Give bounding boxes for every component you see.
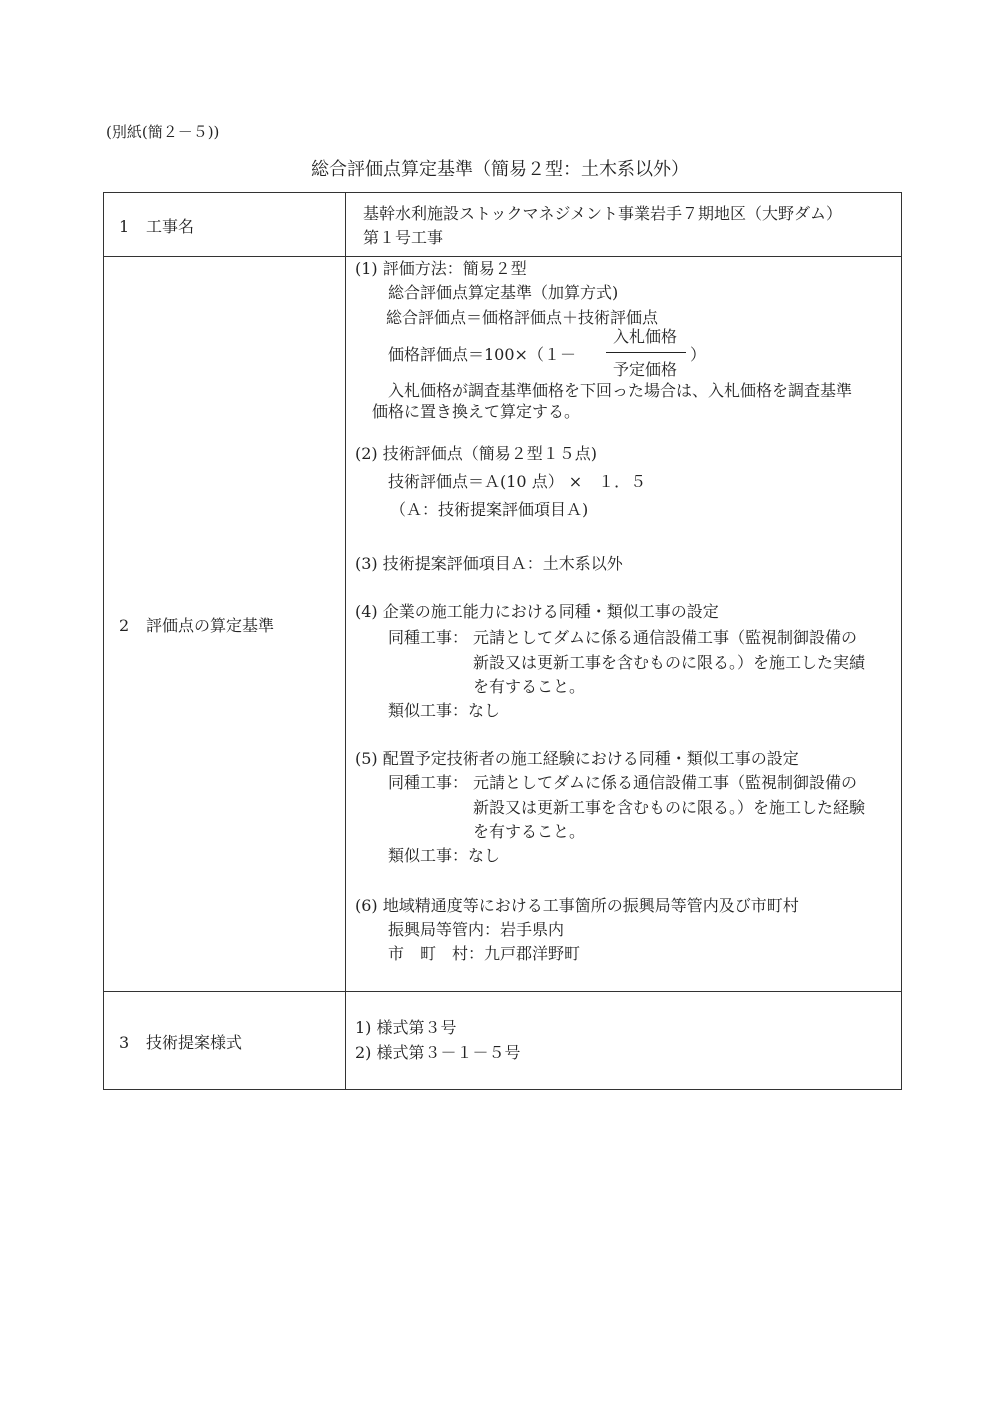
section-6-heading: (6) 地域精通度等における工事箇所の振興局等管内及び市町村 xyxy=(355,896,799,915)
proposal-format-1: 1) 様式第３号 xyxy=(355,1018,457,1037)
section-2-formula: 技術評価点＝Ａ(10 点） × １．５ xyxy=(388,472,647,491)
section-5-same-line-1: 元請としてダムに係る通信設備工事（監視制御設備の xyxy=(473,773,858,792)
section-1-line-1: 総合評価点算定基準（加算方式) xyxy=(388,283,619,302)
section-5-same-line-2: 新設又は更新工事を含むものに限る。）を施工した経験 xyxy=(473,798,866,817)
row-label-proposal-format xyxy=(119,1030,242,1053)
row-label-text: 評価点の算定基準 xyxy=(146,616,275,635)
row-label-text: 工事名 xyxy=(146,217,195,236)
section-4-similar: 類似工事：なし xyxy=(388,701,501,720)
section-3-heading: (3) 技術提案評価項目Ａ：土木系以外 xyxy=(355,554,623,573)
section-4-same-label: 同種工事： xyxy=(388,628,469,647)
section-2-note: （Ａ：技術提案評価項目Ａ) xyxy=(390,500,589,519)
price-formula-suffix: ） xyxy=(690,345,707,364)
section-5-same-label: 同種工事： xyxy=(388,773,469,792)
fraction-bar xyxy=(606,352,686,353)
project-name-line-1: 基幹水利施設ストックマネジメント事業岩手７期地区（大野ダム） xyxy=(363,204,843,223)
section-4-heading: (4) 企業の施工能力における同種・類似工事の設定 xyxy=(355,602,719,621)
row-number: 1 xyxy=(119,217,130,236)
section-5-similar: 類似工事：なし xyxy=(388,846,501,865)
section-1-note-2: 価格に置き換えて算定する。 xyxy=(372,402,581,421)
row-number: 3 xyxy=(119,1033,130,1052)
section-1-heading: (1) 評価方法：簡易２型 xyxy=(355,259,527,278)
section-4-same-line-3: を有すること。 xyxy=(473,677,586,696)
section-2-heading: (2) 技術評価点（簡易２型１５点) xyxy=(355,444,597,463)
section-5-same-line-3: を有すること。 xyxy=(473,822,586,841)
table-border-right xyxy=(901,192,902,1090)
row-number: 2 xyxy=(119,616,130,635)
row-divider-2 xyxy=(103,991,902,992)
document-title: 総合評価点算定基準（簡易２型：土木系以外） xyxy=(311,159,689,180)
table-border-left xyxy=(103,192,104,1090)
row-label-project-name xyxy=(119,214,194,237)
proposal-format-2: 2) 様式第３－１－５号 xyxy=(355,1043,521,1062)
table-border-top xyxy=(103,192,902,193)
table-border-bottom xyxy=(103,1089,902,1090)
attachment-label: (別紙(簡２－５)) xyxy=(106,123,220,141)
section-1-note-1: 入札価格が調査基準価格を下回った場合は、入札価格を調査基準 xyxy=(388,381,853,400)
row-label-scoring-criteria xyxy=(119,613,274,636)
section-6-line-2: 市 町 村：九戸郡洋野町 xyxy=(388,944,581,963)
price-formula-numerator: 入札価格 xyxy=(612,327,677,346)
section-4-same-line-1: 元請としてダムに係る通信設備工事（監視制御設備の xyxy=(473,628,858,647)
price-formula-denominator: 予定価格 xyxy=(612,360,677,379)
price-formula-prefix: 価格評価点＝100×（１－ xyxy=(388,345,576,364)
section-5-heading: (5) 配置予定技術者の施工経験における同種・類似工事の設定 xyxy=(355,749,799,768)
row-label-text: 技術提案様式 xyxy=(146,1033,243,1052)
section-1-line-2: 総合評価点＝価格評価点＋技術評価点 xyxy=(386,308,659,327)
section-6-line-1: 振興局等管内：岩手県内 xyxy=(388,920,565,939)
section-4-same-line-2: 新設又は更新工事を含むものに限る。）を施工した実績 xyxy=(473,653,866,672)
column-divider xyxy=(345,192,346,1090)
project-name-line-2: 第１号工事 xyxy=(363,228,444,247)
